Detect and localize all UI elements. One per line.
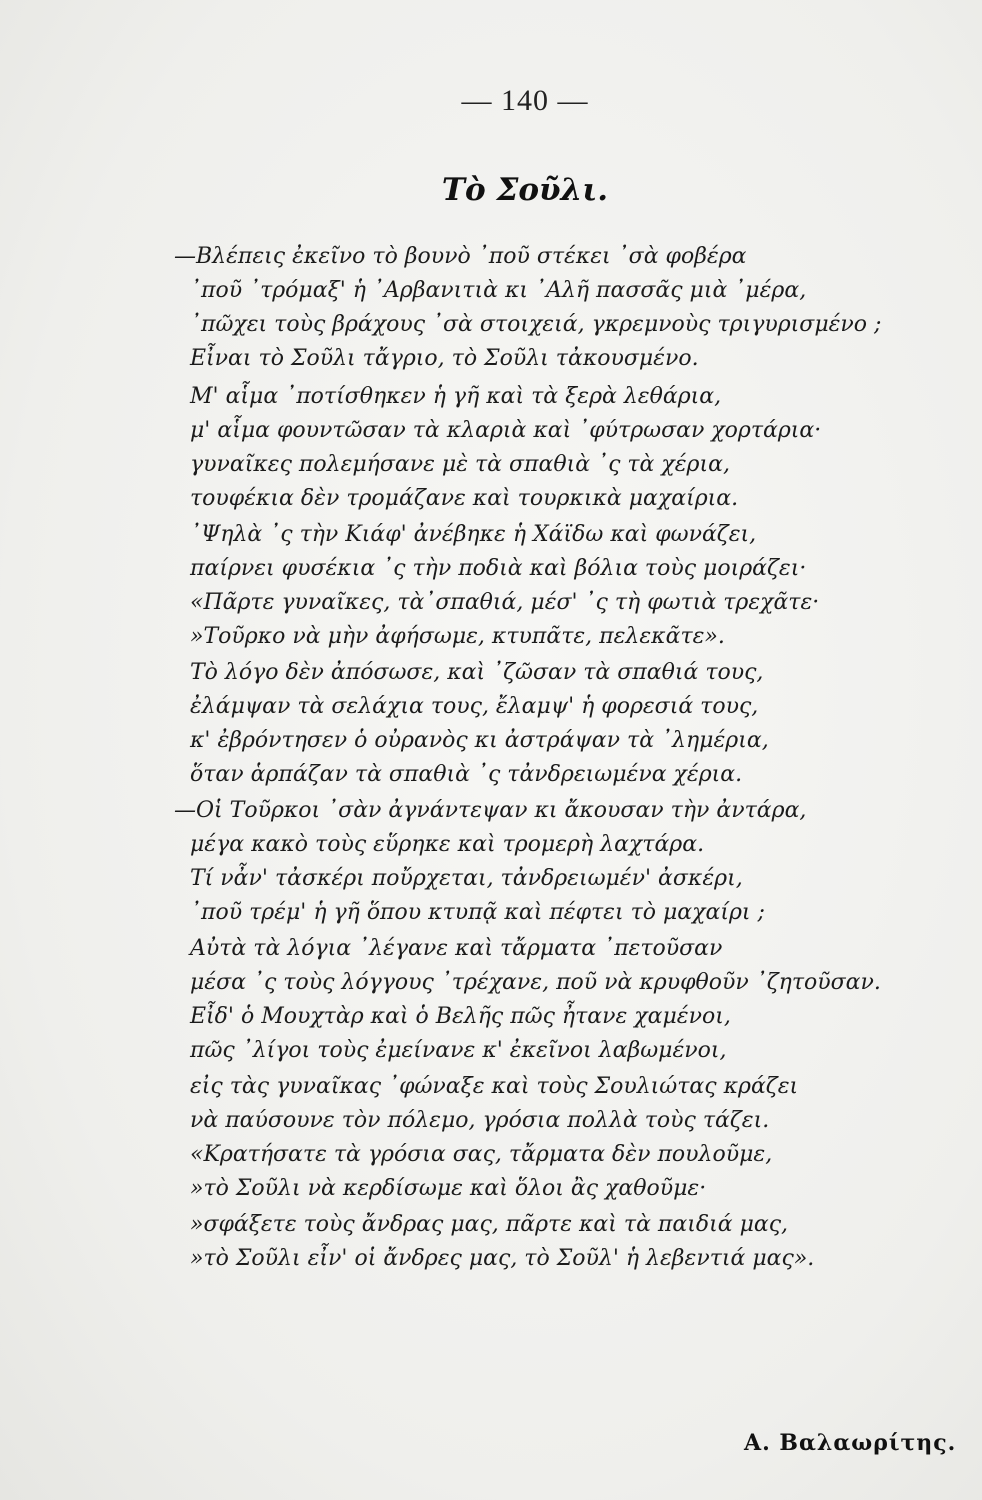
poem-line: κ' ἐβρόντησεν ὁ οὐρανὸς κι ἀστράψαν τὰ ᾿λημέρια,: [190, 728, 769, 753]
poem-line: Αὐτὰ τὰ λόγια ᾿λέγανε καὶ τἄρματα ᾿πετοῦσαν: [190, 936, 723, 961]
poem-line: Εἶναι τὸ Σοῦλι τἄγριο, τὸ Σοῦλι τἀκουσμένο.: [190, 346, 699, 371]
poem-line: —Οἱ Τοῦρκοι ᾿σὰν ἀγνάντεψαν κι ἄκουσαν τὴν ἀντάρα,: [174, 798, 807, 823]
poem-line: »τὸ Σοῦλι εἶν' οἱ ἄνδρες μας, τὸ Σοῦλ' ἡ λεβεντιά μας».: [190, 1246, 815, 1271]
poem-line: ᾿ποῦ ᾿τρόμαξ' ἡ ᾿Αρβανιτιὰ κι ᾿Αλῆ πασσᾶς μιὰ ᾿μέρα,: [190, 278, 807, 303]
poem-line: »Τοῦρκο νὰ μὴν ἀφήσωμε, κτυπᾶτε, πελεκᾶτε».: [190, 624, 725, 649]
poem-line: Εἶδ' ὁ Μουχτὰρ καὶ ὁ Βελῆς πῶς ἦτανε χαμένοι,: [190, 1004, 731, 1029]
poem-line: ᾿Ψηλὰ ᾿ς τὴν Κιάφ' ἀνέβηκε ἡ Χάϊδω καὶ φωνάζει,: [190, 522, 757, 547]
poem-line: —Βλέπεις ἐκεῖνο τὸ βουνὸ ᾿ποῦ στέκει ᾿σὰ φοβέρα: [174, 244, 747, 269]
poem-line: παίρνει φυσέκια ᾿ς τὴν ποδιὰ καὶ βόλια τοὺς μοιράζει·: [190, 556, 807, 581]
poem-line: γυναῖκες πολεμήσανε μὲ τὰ σπαθιὰ ᾿ς τὰ χέρια,: [190, 452, 730, 477]
author-signature: Α. Βαλαωρίτης.: [744, 1430, 957, 1456]
poem-line: ᾿ποῦ τρέμ' ἡ γῆ ὅπου κτυπᾷ καὶ πέφτει τὸ μαχαίρι ;: [190, 900, 765, 925]
poem-title: Τὸ Σοῦλι.: [441, 172, 609, 208]
poem-line: μέγα κακὸ τοὺς εὕρηκε καὶ τρομερὴ λαχτάρα.: [190, 832, 705, 857]
poem-line: »σφάξετε τοὺς ἄνδρας μας, πᾶρτε καὶ τὰ παιδιά μας,: [190, 1212, 789, 1237]
poem-line: μ' αἷμα φουντῶσαν τὰ κλαριὰ καὶ ᾿φύτρωσαν χορτάρια·: [190, 418, 822, 443]
poem-line: ὅταν ἁρπάζαν τὰ σπαθιὰ ᾿ς τἀνδρειωμένα χέρια.: [190, 762, 743, 787]
poem-line: μέσα ᾿ς τοὺς λόγγους ᾿τρέχανε, ποῦ νὰ κρυφθοῦν ᾿ζητοῦσαν.: [190, 970, 881, 995]
poem-line: Τί νἆν' τἀσκέρι ποὔρχεται, τἀνδρειωμέν' ἀσκέρι,: [190, 866, 743, 891]
poem-line: Τὸ λόγο δὲν ἀπόσωσε, καὶ ᾿ζῶσαν τὰ σπαθιά τους,: [190, 660, 764, 685]
page-number: — 140 —: [461, 84, 589, 117]
poem-line: ἐλάμψαν τὰ σελάχια τους, ἔλαμψ' ἡ φορεσιά τους,: [190, 694, 759, 719]
poem-line: εἰς τὰς γυναῖκας ᾿φώναξε καὶ τοὺς Σουλιώτας κράζει: [190, 1074, 799, 1099]
poem-line: Μ' αἷμα ᾿ποτίσθηκεν ἡ γῆ καὶ τὰ ξερὰ λεθάρια,: [190, 384, 722, 409]
poem-line: «Κρατήσατε τὰ γρόσια σας, τἄρματα δὲν πουλοῦμε,: [190, 1142, 773, 1167]
poem-line: ᾿πῶχει τοὺς βράχους ᾿σὰ στοιχειά, γκρεμνοὺς τριγυρισμένο ;: [190, 312, 882, 337]
poem-line: «Πᾶρτε γυναῖκες, τὰ᾿σπαθιά, μέσ' ᾿ς τὴ φωτιὰ τρεχᾶτε·: [190, 590, 820, 615]
poem-line: πῶς ᾿λίγοι τοὺς ἐμείνανε κ' ἐκεῖνοι λαβωμένοι,: [190, 1038, 727, 1063]
poem-line: »τὸ Σοῦλι νὰ κερδίσωμε καὶ ὅλοι ἂς χαθοῦμε·: [190, 1176, 707, 1201]
poem-line: τουφέκια δὲν τρομάζανε καὶ τουρκικὰ μαχαίρια.: [190, 486, 739, 511]
poem-line: νὰ παύσουνε τὸν πόλεμο, γρόσια πολλὰ τοὺς τάζει.: [190, 1108, 770, 1133]
